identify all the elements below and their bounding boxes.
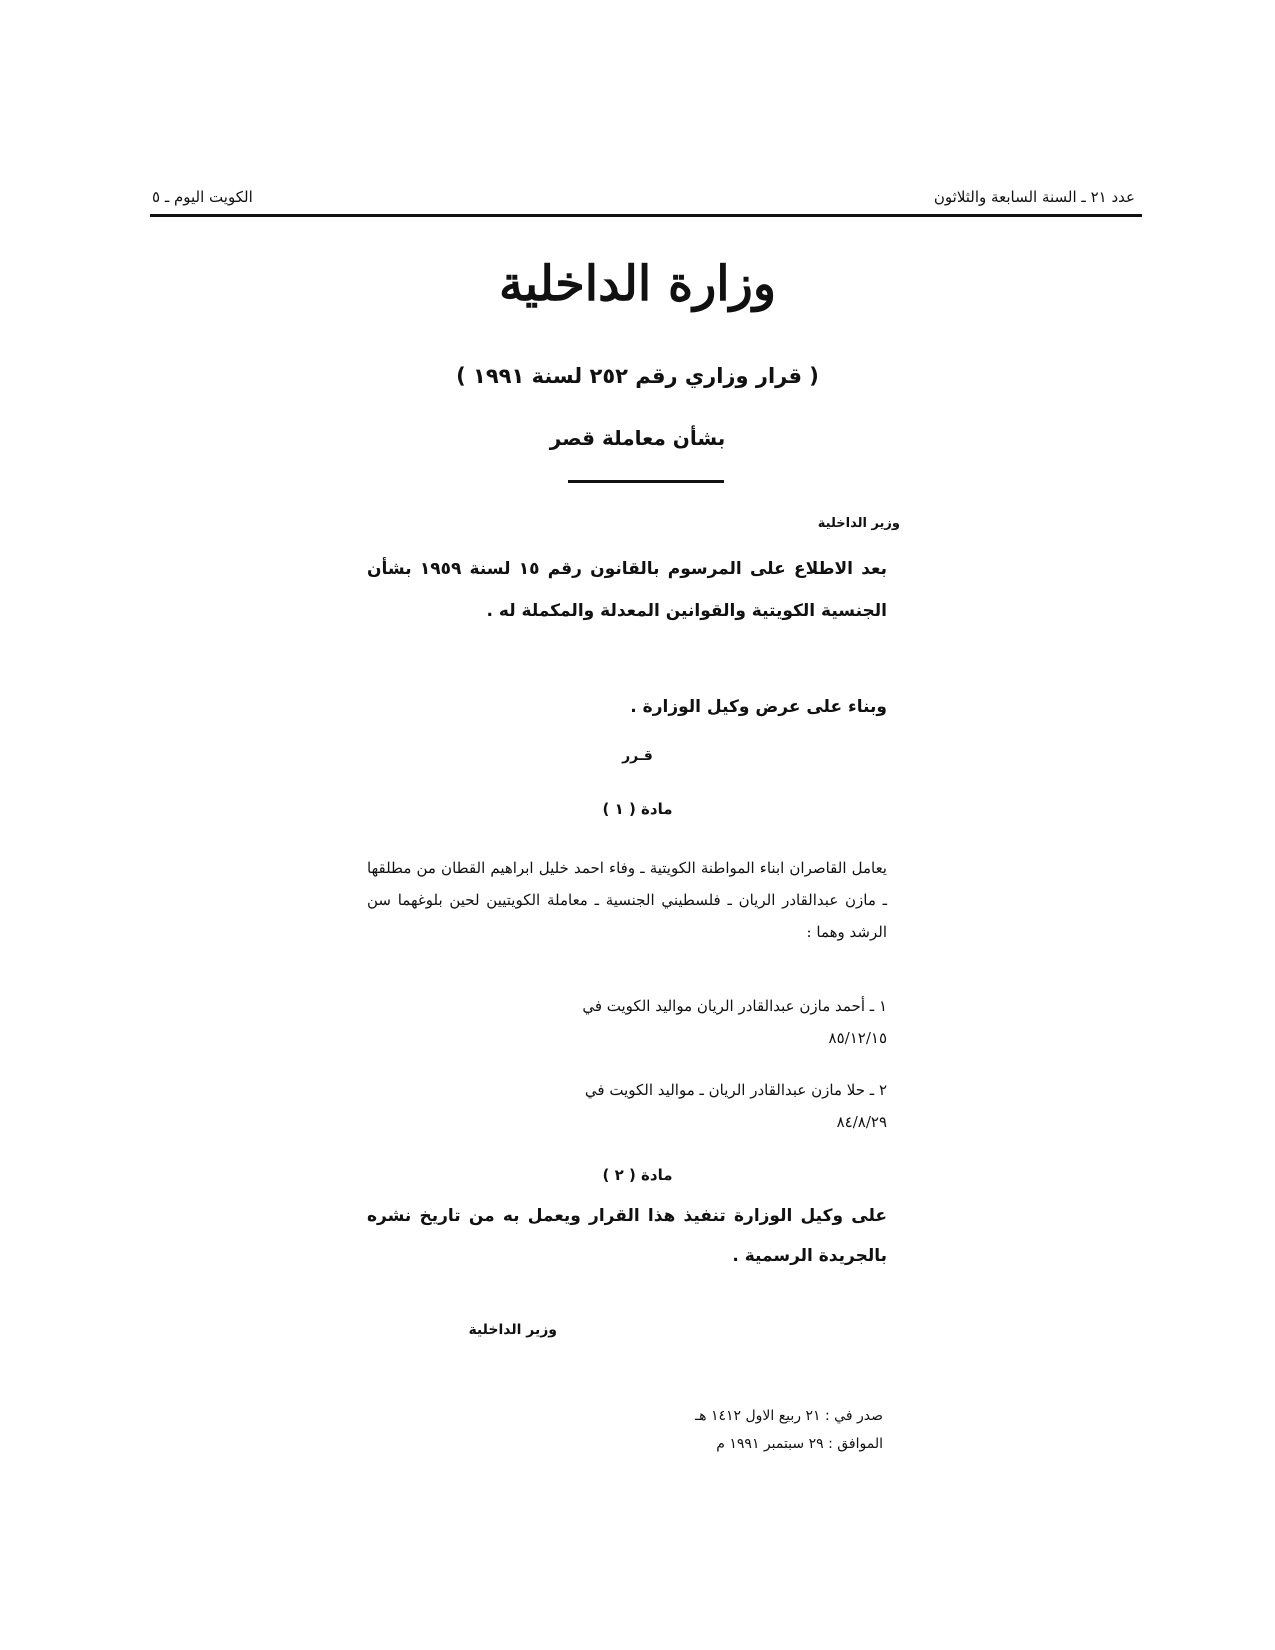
issued-hijri-date: صدر في : ٢١ ربيع الاول ١٤١٢ هـ — [695, 1408, 883, 1424]
item-2-date: ٨٤/٨/٢٩ — [836, 1113, 887, 1131]
item-2-text: ٢ ـ حلا مازن عبدالقادر الريان ـ مواليد الكويت في — [584, 1081, 887, 1099]
preamble-paragraph-1: بعد الاطلاع على المرسوم بالقانون رقم ١٥ لسنة ١٩٥٩ بشأن الجنسية الكويتية والقوانين المعدلة والمكملة له . — [367, 559, 887, 621]
signature: وزير الداخلية — [468, 1322, 557, 1338]
article-2-body: على وكيل الوزارة تنفيذ هذا القرار ويعمل به من تاريخ نشره بالجريدة الرسمية . — [367, 1206, 887, 1266]
minister-label: وزير الداخلية — [817, 516, 900, 531]
article-1-item-1 — [367, 990, 887, 1054]
item-1-text: ١ ـ أحمد مازن عبدالقادر الريان مواليد الكويت في — [582, 997, 887, 1015]
title-divider — [568, 480, 724, 483]
article-2-heading: مادة ( ٢ ) — [602, 1166, 673, 1184]
item-1-date: ٨٥/١٢/١٥ — [828, 1029, 887, 1047]
decree-title: ( قرار وزاري رقم ٢٥٢ لسنة ١٩٩١ ) — [456, 364, 819, 388]
decree-subject: بشأن معاملة قصر — [549, 426, 726, 450]
article-1-body: يعامل القاصران ابناء المواطنة الكويتية ـ وفاء احمد خليل ابراهيم القطان من مطلقها ـ مازن عبدالقادر الريان ـ فلسطيني الجنسية ـ معاملة الكويتيين لحين بلوغهما سن الرشد وهما : — [367, 859, 887, 941]
header-publication-info: الكويت اليوم ـ ٥ — [152, 188, 253, 206]
decided-heading: قـرر — [622, 748, 653, 764]
header-divider — [150, 214, 1142, 217]
ministry-title: وزارة الداخلية — [498, 256, 776, 312]
article-1-heading: مادة ( ١ ) — [602, 800, 673, 818]
preamble-paragraph-2: وبناء على عرض وكيل الوزارة . — [630, 697, 887, 717]
issued-gregorian-date: الموافق : ٢٩ سبتمبر ١٩٩١ م — [716, 1436, 883, 1452]
header-issue-info: عدد ٢١ ـ السنة السابعة والثلاثون — [933, 188, 1135, 206]
article-1-item-2 — [367, 1074, 887, 1138]
